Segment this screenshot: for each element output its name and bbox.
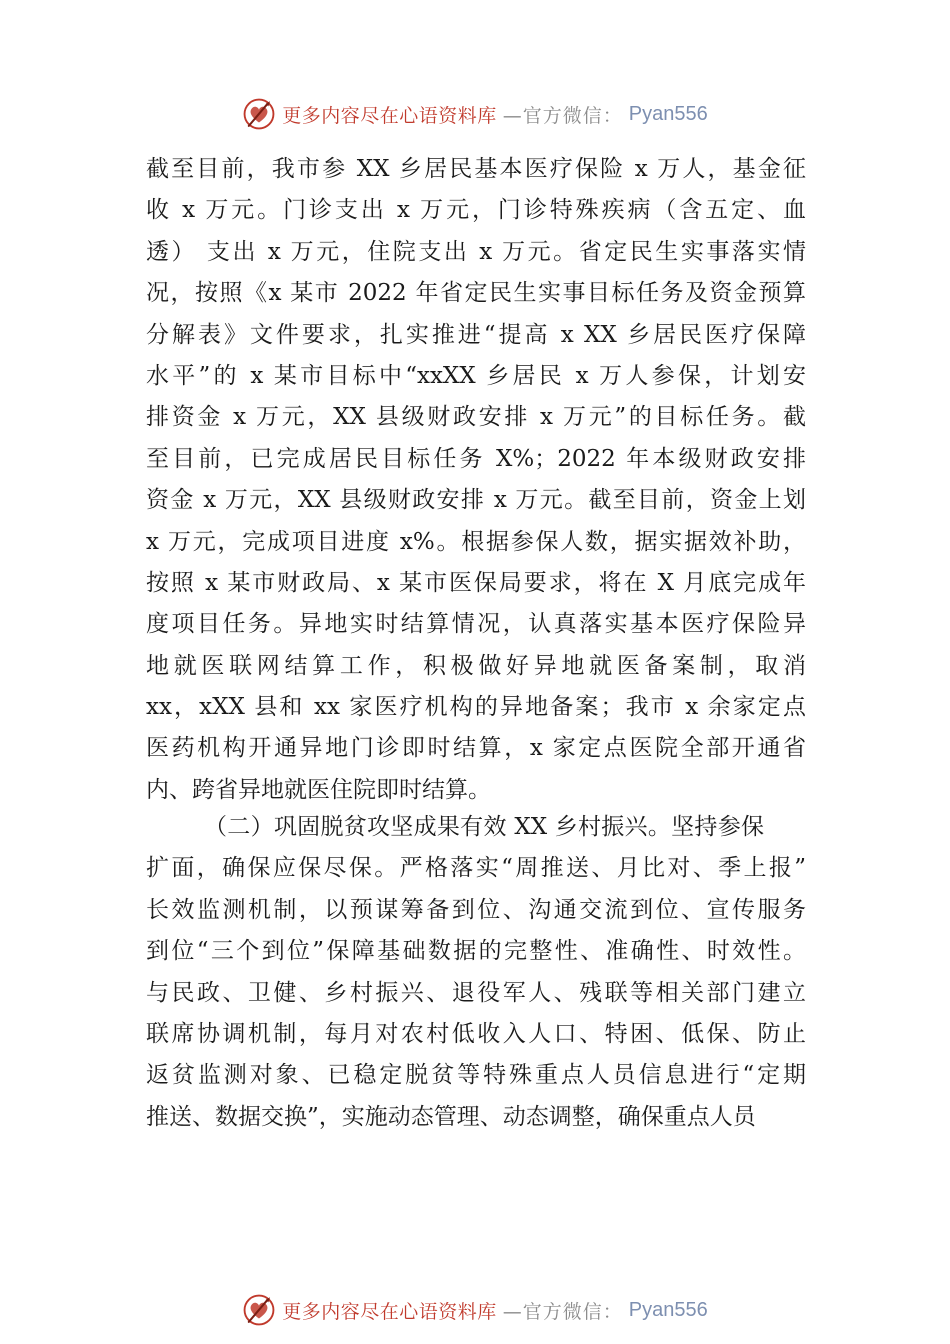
watermark-banner-bottom xyxy=(0,1290,950,1330)
text-line: x 万元，完成项目进度 x%。根据参保人数，据实据效补助， xyxy=(146,528,806,555)
text-line: 资金 x 万元，XX 县级财政安排 x 万元。截至目前，资金上划 xyxy=(146,487,806,514)
watermark-wechat-label: —官方微信： xyxy=(502,1300,623,1323)
watermark-wechat-label: —官方微信： xyxy=(502,104,623,127)
paragraph-2 xyxy=(146,807,806,1138)
text-line: 截至目前，我市参 XX 乡居民基本医疗保险 x 万人，基金征 xyxy=(146,156,806,182)
text-line: 联席协调机制，每月对农村低收入人口、特困、低保、防止 xyxy=(146,1020,806,1047)
text-line: 返贫监测对象、已稳定脱贫等特殊重点人员信息进行“定期 xyxy=(146,1062,806,1089)
heart-pen-logo-icon xyxy=(242,97,276,131)
text-line: 透） 支出 x 万元，住院支出 x 万元。省定民生实事落实情 xyxy=(146,238,806,265)
watermark-site-name: 更多内容尽在心语资料库 xyxy=(282,104,497,127)
watermark-wechat-id: Pyan556 xyxy=(628,102,708,125)
text-line: 扩面，确保应保尽保。严格落实“周推送、月比对、季上报” xyxy=(146,855,806,882)
watermark-banner-top xyxy=(0,94,950,134)
text-line: 收 x 万元。门诊支出 x 万元，门诊特殊疾病（含五定、血 xyxy=(146,197,806,224)
text-line: 内、跨省异地就医住院即时结算。 xyxy=(146,776,491,803)
paragraph-1 xyxy=(146,149,806,811)
text-line: 医药机构开通异地门诊即时结算，x 家定点医院全部开通省 xyxy=(146,735,806,762)
text-line: 至目前，已完成居民目标任务 X%；2022 年本级财政安排 xyxy=(146,445,806,472)
text-line: 水平”的 x 某市目标中“xxXX 乡居民 x 万人参保，计划安 xyxy=(146,362,806,389)
text-line: 况，按照《x 某市 2022 年省定民生实事目标任务及资金预算 xyxy=(146,280,806,307)
watermark-wechat-id: Pyan556 xyxy=(628,1298,708,1321)
text-line: 推送、数据交换”，实施动态管理、动态调整，确保重点人员 xyxy=(146,1103,756,1130)
section-heading-line: （二）巩固脱贫攻坚成果有效 XX 乡村振兴。坚持参保 xyxy=(204,814,764,840)
text-line: 长效监测机制，以预谋筹备到位、沟通交流到位、宣传服务 xyxy=(146,896,806,923)
watermark-site-name: 更多内容尽在心语资料库 xyxy=(282,1300,497,1323)
text-line: xx，xXX 县和 xx 家医疗机构的异地备案；我市 x 余家定点 xyxy=(146,694,806,721)
text-line: 分解表》文件要求，扎实推进“提高 x XX 乡居民医疗保障 xyxy=(146,321,806,348)
text-line: 到位“三个到位”保障基础数据的完整性、准确性、时效性。 xyxy=(146,938,806,965)
text-line: 与民政、卫健、乡村振兴、退役军人、残联等相关部门建立 xyxy=(146,979,806,1006)
heart-pen-logo-icon xyxy=(242,1293,276,1327)
text-line: 度项目任务。异地实时结算情况，认真落实基本医疗保险异 xyxy=(146,611,806,638)
text-line: 排资金 x 万元，XX 县级财政安排 x 万元”的目标任务。截 xyxy=(146,404,806,431)
text-line: 地就医联网结算工作，积极做好异地就医备案制，取消 xyxy=(146,652,806,679)
text-line: 按照 x 某市财政局、x 某市医保局要求，将在 X 月底完成年 xyxy=(146,569,806,596)
